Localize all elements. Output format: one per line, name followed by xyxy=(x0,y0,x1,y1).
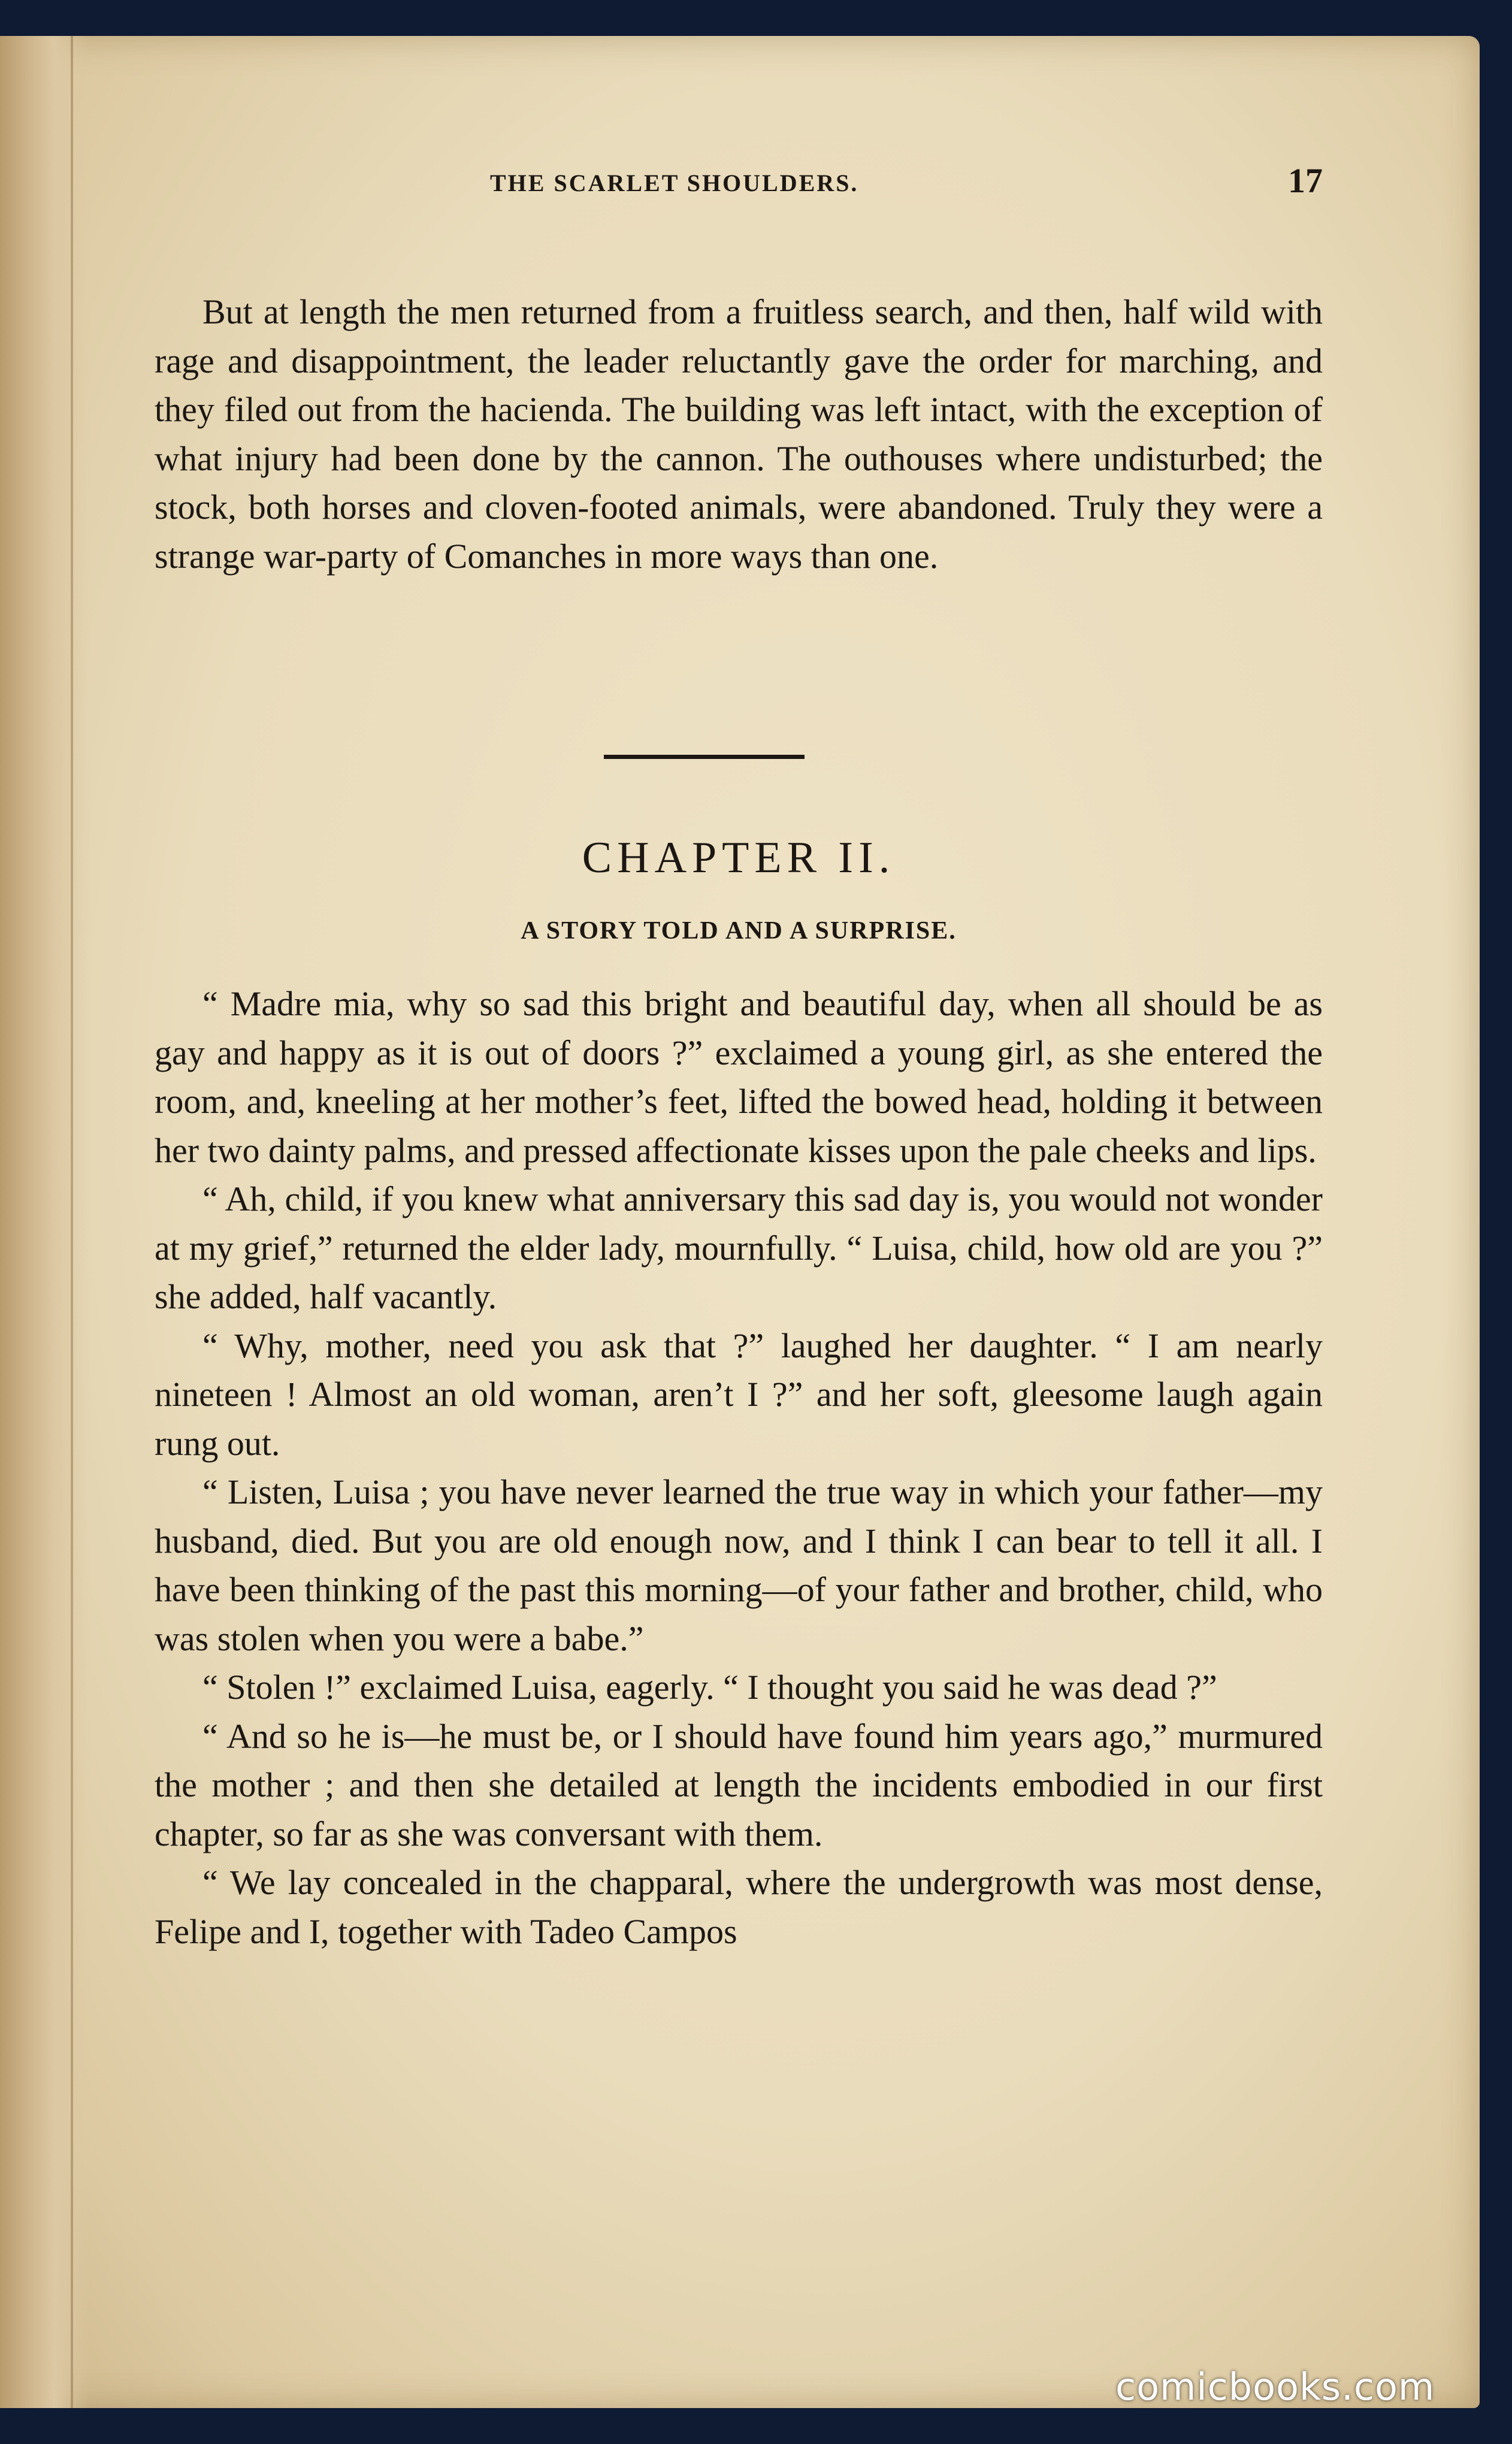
paragraph: “ Ah, child, if you knew what anniversary this sad day is, you would not wonder at my grief,” returned the elder lady, mournfully. “ Luisa, child, how old are you ?” she added, half vacantly. xyxy=(155,1179,1323,1316)
opening-paragraph: But at length the men returned from a fruitless search, and then, half wild with rage and disappointment, the leader reluctantly gave the order for marching, and they filed out from the hacienda. The building was left intact, with the exception of what injury had been done by the cannon. The outhouses where undisturbed; the stock, both horses and cloven-footed animals, were abandoned. Truly they were a strange war-party of Comanches in more ways than one. xyxy=(155,292,1323,576)
running-header xyxy=(155,161,1323,202)
paragraph: “ And so he is—he must be, or I should have found him years ago,” murmured the mother ; and then she detailed at length the incidents embodied in our first chapter, so far as she was conversant with them. xyxy=(155,1716,1323,1853)
paragraph: “ Listen, Luisa ; you have never learned the true way in which your father—my husband, died. But you are old enough now, and I think I can bear to tell it all. I have been thinking of the past this morning—of your father and brother, child, who was stolen when you were a babe.” xyxy=(155,1472,1323,1658)
paragraph: “ Why, mother, need you ask that ?” laughed her daughter. “ I am nearly nineteen ! Almost an old woman, aren’t I ?” and her soft, gleesome laugh again rung out. xyxy=(155,1326,1323,1463)
page-gutter xyxy=(0,36,90,2408)
gutter-fold-line xyxy=(71,36,73,2408)
running-title: THE SCARLET SHOULDERS. xyxy=(490,170,859,196)
book-page xyxy=(0,36,1480,2408)
chapter-body xyxy=(155,979,1323,1956)
paragraph: “ Stolen !” exclaimed Luisa, eagerly. “ I thought you said he was dead ?” xyxy=(202,1668,1217,1707)
paragraph: “ We lay concealed in the chapparal, where the undergrowth was most dense, Felipe and I, together with Tadeo Campos xyxy=(155,1863,1323,1951)
chapter-subheading: A STORY TOLD AND A SURPRISE. xyxy=(521,917,957,945)
section-divider-rule xyxy=(604,755,805,759)
source-watermark: comicbooks.com xyxy=(1115,2365,1435,2409)
paragraph: “ Madre mia, why so sad this bright and beautiful day, when all should be as gay and happy as it is out of doors ?” exclaimed a young girl, as she entered the room, and, kneeling at her mother’s feet, lifted the bowed head, holding it between her two dainty palms, and pressed affectionate kisses upon the pale cheeks and lips. xyxy=(155,984,1323,1170)
chapter-heading: CHAPTER II. xyxy=(582,833,896,882)
page-number: 17 xyxy=(1288,161,1323,200)
